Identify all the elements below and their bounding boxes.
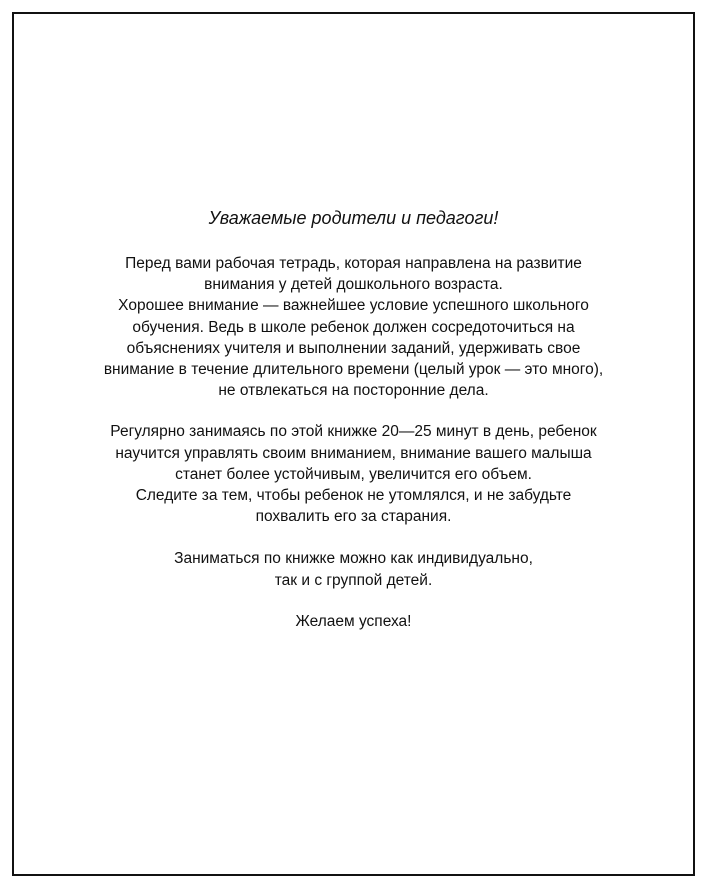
paragraph-line: Следите за тем, чтобы ребенок не утомлялся, и не забудьте <box>135 487 572 505</box>
paragraph-line: внимание в течение длительного времени (целый урок — это много), <box>103 361 604 379</box>
paragraph-practice <box>14 421 693 527</box>
page-frame <box>12 12 695 876</box>
paragraph-line: станет более устойчивым, увеличится его объем. <box>175 465 532 483</box>
paragraph-line: так и с группой детей. <box>274 571 433 589</box>
paragraph-line: обучения. Ведь в школе ребенок должен сосредоточиться на <box>132 318 575 336</box>
paragraph-line: не отвлекаться на посторонние дела. <box>218 382 489 400</box>
paragraph-line: Хорошее внимание — важнейшее условие успешного школьного <box>118 297 589 315</box>
document-title: Уважаемые родители и педагоги! <box>208 208 499 228</box>
paragraph-line: научится управлять своим вниманием, внимание вашего малыша <box>115 444 592 462</box>
paragraph-line: Желаем успеха! <box>295 612 412 630</box>
closing-wish <box>14 611 693 632</box>
paragraph-line: Заниматься по книжке можно как индивидуально, <box>174 550 533 568</box>
document-body <box>14 207 693 632</box>
paragraph-line: Регулярно занимаясь по этой книжке 20—25 минут в день, ребенок <box>110 423 597 441</box>
paragraph-line: похвалить его за старания. <box>255 508 452 526</box>
paragraph-intro <box>14 253 693 401</box>
paragraph-group <box>14 548 693 590</box>
paragraph-line: Перед вами рабочая тетрадь, которая направлена на развитие <box>125 255 582 272</box>
paragraph-line: объяснениях учителя и выполнении заданий, удерживать свое <box>126 339 581 357</box>
paragraph-line: внимания у детей дошкольного возраста. <box>204 276 503 294</box>
